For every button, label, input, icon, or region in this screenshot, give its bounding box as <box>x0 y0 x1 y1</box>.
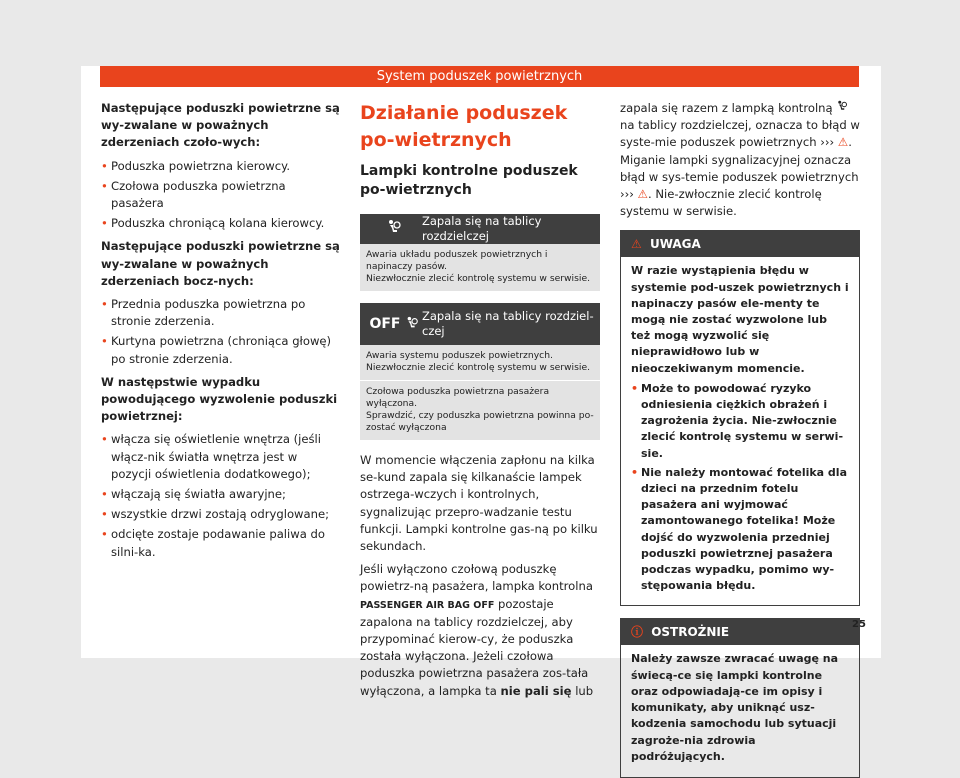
list-item: • Przednia poduszka powietrzna po stronie zderzenia. <box>101 296 341 330</box>
list-item: • Czołowa poduszka powietrzna pasażera <box>101 178 341 212</box>
list-item: • Poduszka powietrzna kierowcy. <box>101 158 341 175</box>
reference-arrows: ››› <box>820 135 835 150</box>
section-title: Działanie poduszek po-wietrznych <box>360 102 568 151</box>
warning-box <box>620 230 860 606</box>
list-item: • Może to powodować ryzyko odniesienia ciężkich obrażeń i zagrożenia życia. Nie-zwłocznie zlecić kontrolę systemu w serwi-sie. <box>631 381 849 462</box>
frontal-intro: Następujące poduszki powietrzne są wy-zwalane w poważnych zderzeniach czoło-wych: <box>101 101 340 150</box>
page-number: 25 <box>852 619 866 630</box>
lamp-line: Awaria układu poduszek powietrznych i napinaczy pasów. <box>366 249 548 272</box>
off-label: OFF <box>369 316 401 332</box>
after-accident-intro: W następstwie wypadku powodującego wyzwolenie poduszki powietrznej: <box>101 374 338 424</box>
warning-triangle-icon: ⚠ <box>637 187 649 202</box>
lamp-line: Awaria systemu poduszek powietrznych. <box>366 350 553 361</box>
airbag-person-icon <box>366 219 422 239</box>
continued-paragraph: zapala się razem z lampką kontrolną na tablicy rozdzielczej, oznacza to błąd w syste-mie poduszek powietrznych ››› ⚠. Miganie lampki sygnalizacyjnej oznacza błąd w sys-temie poduszek powietrznych ››› ⚠. Nie-zwłocznie zlecić kontrolę systemu w serwisie. <box>620 101 860 219</box>
lamp-description <box>360 345 600 380</box>
list-item: • Poduszka chroniącą kolana kierowcy. <box>101 215 341 232</box>
warning-header: ⚠ UWAGA <box>621 231 859 257</box>
lamp-line: Niezwłocznie zlecić kontrolę systemu w serwisie. <box>366 362 591 373</box>
list-item: • odcięte zostaje podawanie paliwa do silni-ka. <box>101 526 341 560</box>
lamp-title: Zapala się na tablicy rozdzielczej <box>422 214 542 243</box>
side-intro: Następujące poduszki powietrzne są wy-zwalane w poważnych zderzeniach bocz-nych: <box>101 239 340 288</box>
column-2 <box>360 100 600 706</box>
lamp-title: Zapala się na tablicy rozdziel-czej <box>422 309 594 338</box>
lamp-header <box>360 214 600 244</box>
passenger-airbag-off-label: PASSENGER AIR BAG OFF <box>360 599 495 611</box>
caution-box <box>620 618 860 777</box>
passenger-airbag-paragraph: Jeśli wyłączono czołową poduszkę powietrz-ną pasażera, lampka kontrolna PASSENGER AIR BAG OFF pozostaje zapalona na tablicy rozdzielczej, aby przypominać kierow-cy, że poduszka została wyłączona. Jeżeli czołowa poduszka powietrzna pasażera zos-tała wyłączona, a lampka ta nie pali się lub <box>360 562 594 698</box>
list-item: • Kurtyna powietrzna (chroniąca głowę) po stronie zderzenia. <box>101 333 341 367</box>
lamp-line: Sprawdzić, czy poduszka powietrzna powinna po-zostać wyłączona <box>366 410 594 433</box>
lamp-table-1 <box>360 214 600 291</box>
lamp-header <box>360 303 600 345</box>
airbag-person-icon <box>836 100 848 112</box>
section-header: System poduszek powietrznych <box>100 66 859 87</box>
caution-body: Należy zawsze zwracać uwagę na świecą-ce się lampki kontrolne oraz odpowiadają-ce im opisy i komunikaty, aby uniknąć usz-kodzenia samochodu lub sytuacji zagroże-nia zdrowia podróżujących. <box>631 652 839 763</box>
list-item: • włącza się oświetlenie wnętrza (jeśli włącz-nik światła wnętrza jest w pozycji oświetlenia dodatkowego); <box>101 431 341 483</box>
reference-arrows: ››› <box>620 187 634 202</box>
side-list <box>101 296 341 368</box>
lamp-description <box>360 380 600 440</box>
list-item: • wszystkie drzwi zostają odryglowane; <box>101 506 341 523</box>
warning-body: W razie wystąpienia błędu w systemie pod-uszek powietrznych i napinaczy pasów ele-menty te mogą nie zostać wyzwolone lub też mogą wyzwolić się nieprawidłowo lub w nieoczekiwanym momencie. • Może to powodować ryzyko odniesienia ciężkich obrażeń i zagrożenia życia. Nie-zwłocznie zlecić kontrolę systemu w serwi-sie. • Nie należy montować fotelika dla dzieci na przednim fotelu pasażera ani wyjmować zamontowanego fotelika! Może dojść do wyzwolenia przedniej poduszki powietrznej pasażera podczas wypadku, pomimo wy-stępowania błędu. <box>621 257 859 605</box>
caution-exclamation-icon: ⓘ <box>631 625 644 640</box>
caution-header: ⓘ OSTROŻNIE <box>621 619 859 645</box>
section-subtitle: Lampki kontrolne poduszek po-wietrznych <box>360 163 578 198</box>
list-item: • włączają się światła awaryjne; <box>101 486 341 503</box>
airbag-off-icon <box>366 316 422 332</box>
frontal-list <box>101 158 341 233</box>
after-accident-list <box>101 431 341 560</box>
warning-triangle-icon: ⚠ <box>631 237 642 252</box>
lamp-line: Niezwłocznie zlecić kontrolę systemu w serwisie. <box>366 273 591 284</box>
warning-triangle-icon: ⚠ <box>837 135 849 150</box>
list-item: • Nie należy montować fotelika dla dzieci na przednim fotelu pasażera ani wyjmować zamontowanego fotelika! Może dojść do wyzwolenia przedniej poduszki powietrznej pasażera podczas wypadku, pomimo wy-stępowania błędu. <box>631 465 849 595</box>
column-3 <box>620 100 860 778</box>
lamp-description <box>360 244 600 291</box>
test-paragraph: W momencie włączenia zapłonu na kilka se-kund zapala się kilkanaście lampek ostrzega-wczych i kontrolnych, sygnalizując przepro-wadzanie testu funkcji. Lampki kontrolne gas-ną po kilku sekundach. <box>360 453 598 554</box>
column-1 <box>101 100 341 567</box>
lamp-table-2 <box>360 303 600 440</box>
lamp-line: Czołowa poduszka powietrzna pasażera wyłączona. <box>366 386 550 409</box>
